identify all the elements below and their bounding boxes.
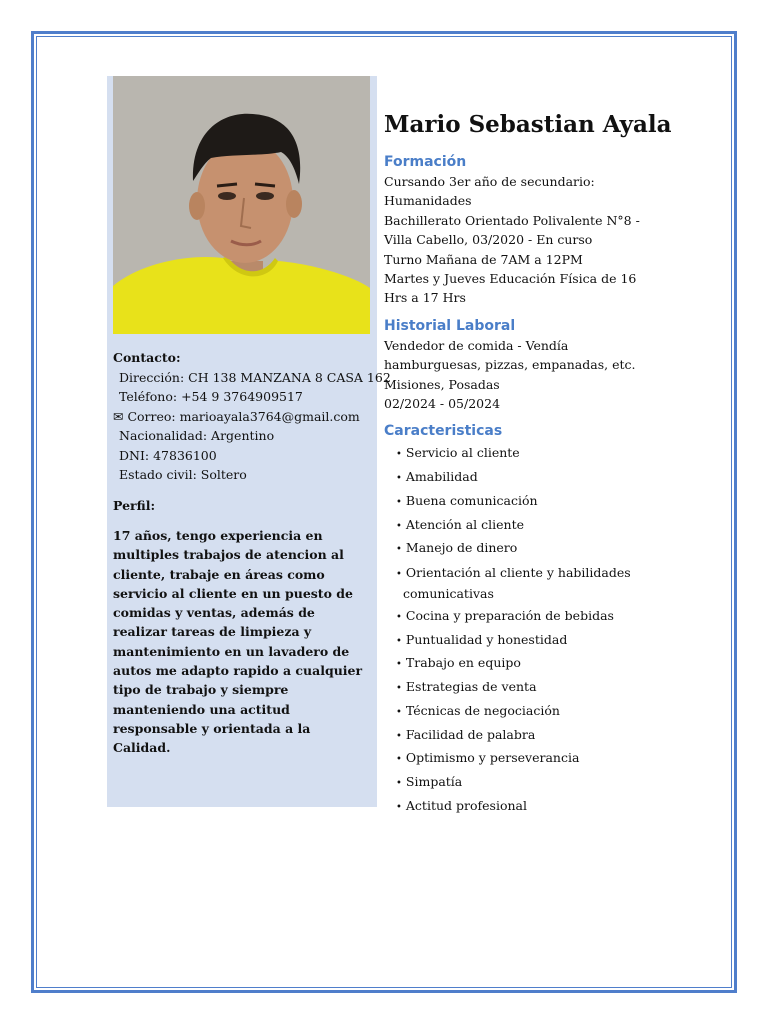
contact-email: ✉ Correo: marioayala3764@gmail.com [113,408,360,424]
contact-dni: DNI: 47836100 [119,447,217,463]
contact-title: Contacto: [113,350,181,365]
work-history-line: Misiones, Posadas [384,376,500,392]
education-line: Martes y Jueves Educación Física de 16 Hrs a 17 Hrs [384,271,637,306]
education-section [384,152,649,308]
trait-item: • Atención al cliente [384,514,649,538]
profile-title: Perfil: [113,497,156,513]
trait-item: • Orientación al cliente y habilidades comunicativas [384,561,649,605]
trait-item: • Servicio al cliente [384,442,649,466]
education-line: Bachillerato Orientado Polivalente N°8 - Villa Cabello, 03/2020 - En curso [384,212,640,248]
trait-item: • Simpatía [384,771,649,795]
trait-item: • Actitud profesional [384,795,649,819]
traits-title: Caracteristicas [384,423,503,440]
right-column [384,108,672,826]
work-history-title: Historial Laboral [384,317,516,334]
contact-civil-status: Estado civil: Soltero [119,467,247,482]
trait-item: • Amabilidad [384,466,649,490]
profile-photo [113,76,370,334]
contact-phone: Teléfono: +54 9 3764909517 [119,389,303,404]
education-title: Formación [384,154,467,170]
trait-item: • Trabajo en equipo [384,652,649,676]
trait-item: • Optimismo y perseverancia [384,747,649,771]
work-history-section [384,316,649,414]
contact-nationality: Nacionalidad: Argentino [119,428,275,443]
contact-address: Dirección: CH 138 MANZANA 8 CASA 162 [119,369,391,385]
trait-item: • Manejo de dinero [384,537,649,561]
trait-item: • Cocina y preparación de bebidas [384,605,649,629]
education-line: Turno Mañana de 7AM a 12PM [384,251,583,267]
person-name: Mario Sebastian Ayala [384,111,672,138]
trait-item: • Puntualidad y honestidad [384,629,649,653]
trait-item: • Estrategias de venta [384,676,649,700]
trait-item: • Facilidad de palabra [384,724,649,748]
work-history-line: 02/2024 - 05/2024 [384,396,501,412]
trait-item: • Buena comunicación [384,490,649,514]
traits-section [384,421,649,818]
profile-body: 17 años, tengo experiencia en multiples trabajos de atencion al cliente, trabaje en áreas como servicio al cliente en un puesto de comidas y ventas, además de realizar tareas de limpieza y mantenimiento en un lavadero de autos me adapto rapido a cualquier tipo de trabajo y siempre manteniendo una actitud responsable y orientada a la Calidad. [113,528,363,756]
trait-item: • Técnicas de negociación [384,700,649,724]
work-history-line: Vendedor de comida - Vendía hamburguesas, pizzas, empanadas, etc. [384,337,636,373]
education-line: Cursando 3er año de secundario: Humanidades [384,174,595,209]
traits-list [384,442,649,818]
left-column [113,348,391,758]
